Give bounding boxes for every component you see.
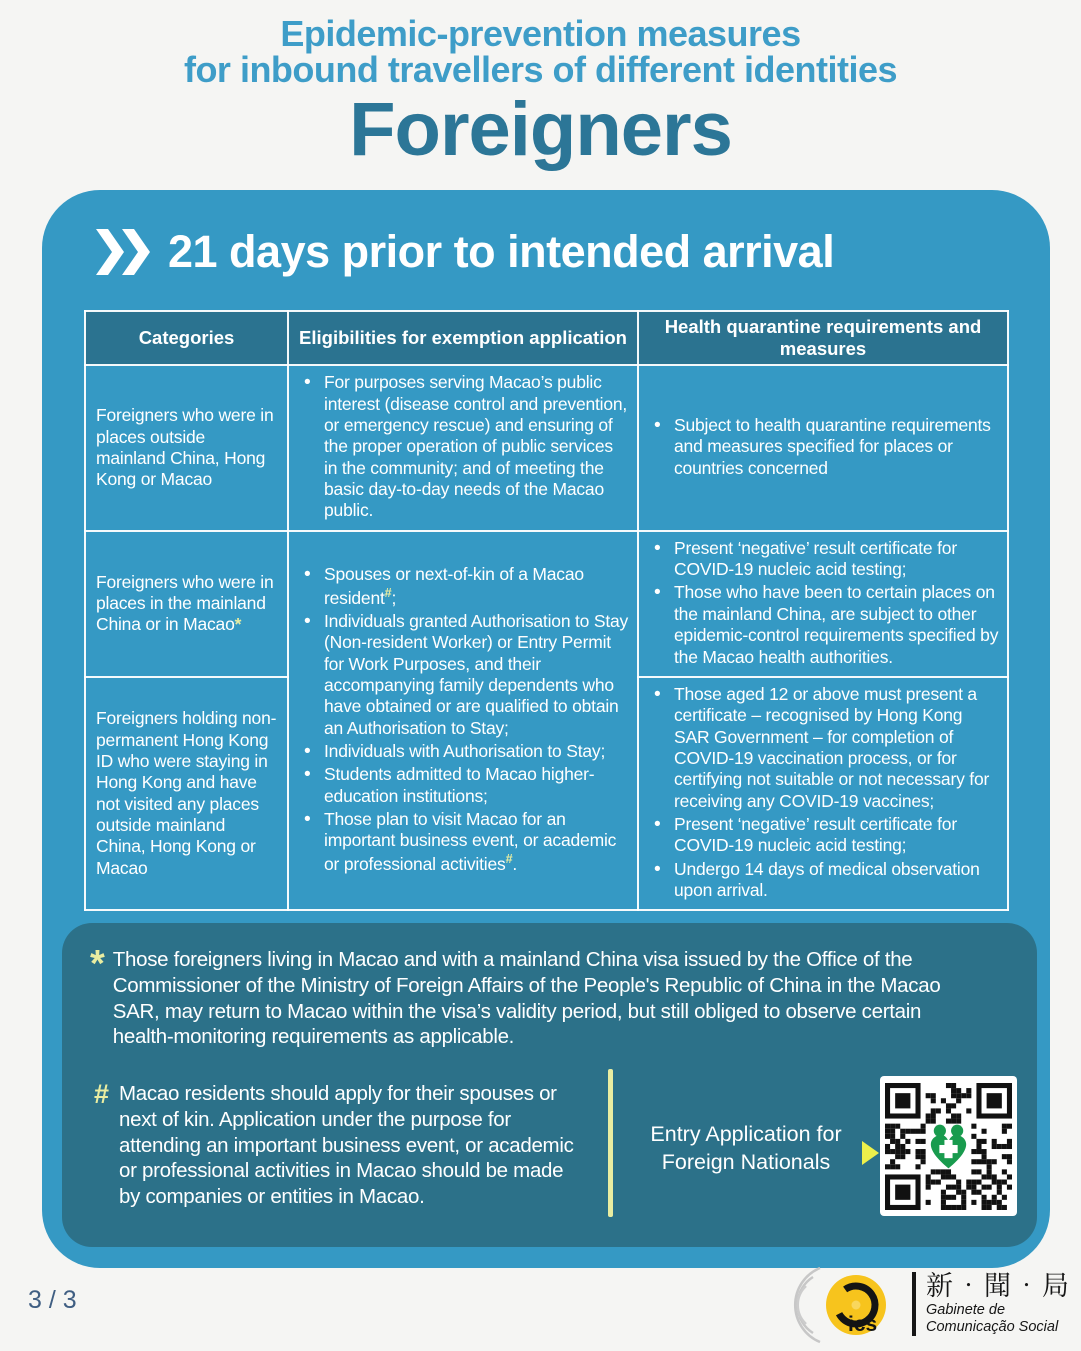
- list-item: • Those who have been to certain places on the mainland China, are subject to other epidemic-control requirements specified by the Macao health authorities.: [649, 582, 999, 667]
- list-item: • Those plan to visit Macao for an important business event, or academic or professional activities#.: [299, 809, 629, 875]
- double-chevron-icon: [94, 229, 152, 275]
- footnote-hash: [94, 1081, 604, 1210]
- page-number: 3 / 3: [28, 1286, 77, 1314]
- footnote-panel: [62, 923, 1037, 1247]
- entry-application-label: Entry Application for Foreign Nationals: [650, 1122, 842, 1174]
- asterisk-marker: *: [90, 943, 105, 985]
- hash-marker: #: [384, 585, 392, 600]
- logo-chinese-name: 新‧聞‧局: [926, 1271, 1071, 1302]
- poster-subtitle-line1: Epidemic-prevention measures: [280, 13, 801, 54]
- logo-portuguese-name-line2: Comunicação Social: [926, 1318, 1059, 1335]
- table-row: [85, 365, 1008, 530]
- page-title: Foreigners: [349, 87, 732, 172]
- list-item: • Spouses or next-of-kin of a Macao resident#;: [299, 564, 629, 609]
- qr-code: [880, 1076, 1017, 1216]
- logo-divider: [912, 1272, 916, 1336]
- list-item: • Students admitted to Macao higher-education institutions;: [299, 764, 629, 807]
- eligibilities-cell-merged: [288, 531, 638, 911]
- hash-marker: #: [505, 851, 513, 866]
- poster-subtitle-line2: for inbound travellers of different identities: [183, 49, 898, 90]
- gcs-logo: [780, 1262, 1071, 1346]
- category-text: Foreigners holding non-permanent Hong Kong ID who were staying in Hong Kong and have not visited any places outside mainland China, Hong Kong or Macao: [96, 708, 277, 878]
- section-heading: [94, 226, 834, 278]
- category-cell: [85, 531, 288, 677]
- title-block: [0, 13, 1081, 172]
- column-header-eligibilities: Eligibilities for exemption application: [288, 311, 638, 365]
- category-text: Foreigners who were in places in the mainland China or in Macao: [96, 571, 274, 635]
- category-text: Foreigners who were in places outside mainland China, Hong Kong or Macao: [96, 405, 274, 490]
- logo-portuguese-name-line1: Gabinete de: [926, 1301, 1006, 1318]
- logo-text: [926, 1272, 1071, 1336]
- footnote-asterisk-text: Those foreigners living in Macao and with a mainland China visa issued by the Office of the Commissioner of the Ministry of Foreign Affairs of the People's Republic of China in the Macao SAR, may return to Macao within the visa’s validity period, but still obliged to observe certain health-monitoring requirements as applicable.: [112, 948, 941, 1049]
- eligibilities-cell: [288, 365, 638, 530]
- list-item: • Subject to health quarantine requirements and measures specified for places or countries concerned: [649, 415, 999, 479]
- list-item: • Those aged 12 or above must present a certificate – recognised by Hong Kong SAR Government – for completion of COVID-19 vaccination process, or for certifying not suitable or not necessary for receiving any COVID-19 vaccines;: [649, 684, 999, 812]
- footnote-hash-text: Macao residents should apply for their spouses or next of kin. Application under the purpose for attending an important business event, or academic or professional activities in Macao should be made by companies or entities in Macao.: [119, 1082, 574, 1209]
- column-header-categories: Categories: [85, 311, 288, 365]
- list-item: • Present ‘negative’ result certificate for COVID-19 nucleic acid testing;: [649, 814, 999, 857]
- footnote-divider: [608, 1069, 613, 1217]
- requirements-cell: [638, 677, 1008, 910]
- gcs-logo-icon: [780, 1262, 902, 1346]
- column-header-requirements: Health quarantine requirements and measures: [638, 311, 1008, 365]
- category-cell: [85, 365, 288, 530]
- gcs-initials: ics: [848, 1313, 878, 1336]
- list-item: • Individuals with Authorisation to Stay;: [299, 741, 629, 762]
- section-title: 21 days prior to intended arrival: [168, 226, 835, 277]
- requirements-cell: [638, 531, 1008, 677]
- hash-marker: #: [94, 1079, 110, 1109]
- asterisk-marker: *: [234, 614, 242, 635]
- list-item: • Present ‘negative’ result certificate for COVID-19 nucleic acid testing;: [649, 538, 999, 581]
- table-row: [85, 531, 1008, 677]
- list-item: • Individuals granted Authorisation to Stay (Non-resident Worker) or Entry Permit for Work Purposes, and their accompanying family dependents who have obtained or are qualified to obtain an Authorisation to Stay;: [299, 611, 629, 739]
- measures-table: [84, 310, 1009, 911]
- table-header-row: [85, 311, 1008, 365]
- requirements-cell: [638, 365, 1008, 530]
- main-panel: [42, 190, 1050, 1268]
- footnote-asterisk: [90, 943, 1005, 1050]
- category-cell: [85, 677, 288, 910]
- list-item: • Undergo 14 days of medical observation upon arrival.: [649, 859, 999, 902]
- arrow-right-icon: [862, 1141, 879, 1165]
- list-item: • For purposes serving Macao’s public interest (disease control and prevention, or emergency rescue) and ensuring of the proper operation of public services in the community; and of meeting the basic day-to-day needs of the Macao public.: [299, 372, 629, 521]
- health-logo-icon: [931, 1124, 966, 1168]
